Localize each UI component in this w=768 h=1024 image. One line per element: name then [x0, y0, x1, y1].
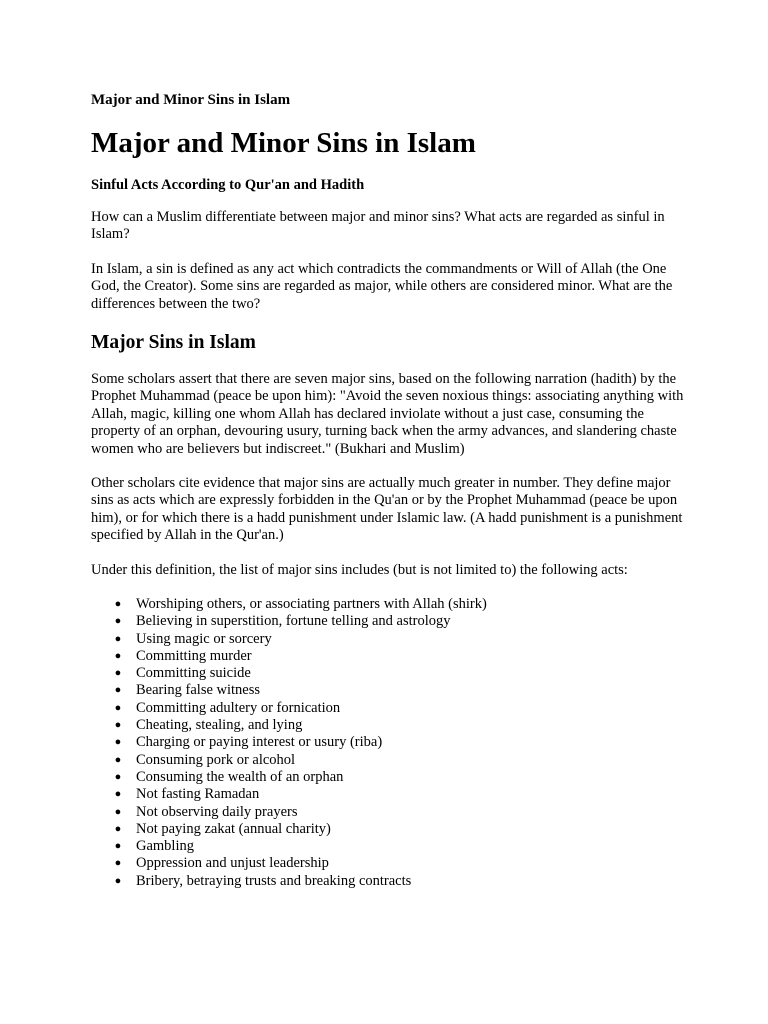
list-item-label: Worshiping others, or associating partners with Allah (shirk) [136, 596, 487, 612]
header-title: Major and Minor Sins in Islam [91, 92, 291, 108]
list-item-label: Bribery, betraying trusts and breaking contracts [136, 872, 412, 889]
list-item [91, 596, 686, 613]
list-item-label: Committing suicide [136, 665, 251, 682]
intro-paragraph-1: How can a Muslim differentiate between major and minor sins? What acts are regarded as sinful in Islam? [91, 209, 665, 243]
list-item-label: Consuming the wealth of an orphan [136, 768, 344, 785]
list-item-label: Not fasting Ramadan [136, 786, 260, 803]
bullet-icon: ● [114, 736, 122, 749]
bullet-icon: ● [114, 615, 122, 628]
list-item-label: Bearing false witness [136, 682, 261, 699]
list-item [91, 613, 686, 630]
bullet-icon: ● [114, 701, 122, 714]
bullet-icon: ● [114, 649, 122, 662]
bullet-icon: ● [114, 840, 122, 853]
major-sins-list [91, 596, 686, 890]
bullet-icon: ● [114, 874, 122, 887]
page-subtitle: Sinful Acts According to Qur'an and Hadith [91, 177, 365, 193]
bullet-icon: ● [114, 805, 122, 818]
bullet-icon: ● [114, 822, 122, 835]
list-item [91, 665, 686, 682]
list-item-label: Cheating, stealing, and lying [136, 717, 303, 734]
bullet-icon: ● [114, 632, 122, 645]
list-item-label: Gambling [136, 838, 194, 855]
list-item-label: Using magic or sorcery [136, 630, 272, 647]
intro-paragraph-2: In Islam, a sin is defined as any act which contradicts the commandments or Will of Allah (the One God, the Creator). Some sins are regarded as major, while others are considered minor. What are the differences between the two? [91, 261, 673, 312]
list-item [91, 838, 686, 855]
list-item-label: Not paying zakat (annual charity) [136, 820, 331, 837]
list-item [91, 682, 686, 699]
list-item-label: Oppression and unjust leadership [136, 855, 329, 872]
list-item [91, 873, 686, 890]
list-item [91, 717, 686, 734]
bullet-icon: ● [114, 753, 122, 766]
list-item [91, 786, 686, 803]
list-item [91, 804, 686, 821]
list-item-label: Charging or paying interest or usury (riba) [136, 734, 383, 751]
list-item [91, 631, 686, 648]
bullet-icon: ● [114, 788, 122, 801]
bullet-icon: ● [114, 770, 122, 783]
list-item [91, 769, 686, 786]
bullet-icon: ● [114, 667, 122, 680]
list-item [91, 821, 686, 838]
list-item-label: Committing murder [136, 647, 252, 664]
list-item-label: Believing in superstition, fortune telling and astrology [136, 613, 451, 630]
bullet-icon: ● [114, 598, 122, 610]
section-paragraph-2: Other scholars cite evidence that major sins are actually much greater in number. They define major sins as acts which are expressly forbidden in the Qu'an or by the Prophet Muhammad (peace be upon him), or for which there is a hadd punishment under Islamic law. (A hadd punishment is a punishment specified by Allah in the Qur'an.) [91, 475, 683, 544]
list-item-label: Not observing daily prayers [136, 803, 298, 820]
section-heading-major-sins: Major Sins in Islam [91, 332, 256, 353]
list-item-label: Committing adultery or fornication [136, 699, 341, 716]
section-paragraph-1: Some scholars assert that there are seven major sins, based on the following narration (hadith) by the Prophet Muhammad (peace be upon him): "Avoid the seven noxious things: associating anything with Allah, magic, killing one whom Allah has declared inviolate without a just case, consuming the property of an orphan, devouring usury, turning back when the army advances, and slandering chaste women who are believers but indiscreet." (Bukhari and Muslim) [91, 371, 684, 457]
section-paragraph-3: Under this definition, the list of major sins includes (but is not limited to) the following acts: [91, 562, 628, 578]
list-item [91, 855, 686, 872]
list-item-label: Consuming pork or alcohol [136, 751, 296, 768]
list-item [91, 700, 686, 717]
list-item [91, 752, 686, 769]
bullet-icon: ● [114, 719, 122, 732]
bullet-icon: ● [114, 857, 122, 870]
bullet-icon: ● [114, 684, 122, 697]
list-item [91, 734, 686, 751]
list-item [91, 648, 686, 665]
page-title: Major and Minor Sins in Islam [91, 127, 476, 159]
